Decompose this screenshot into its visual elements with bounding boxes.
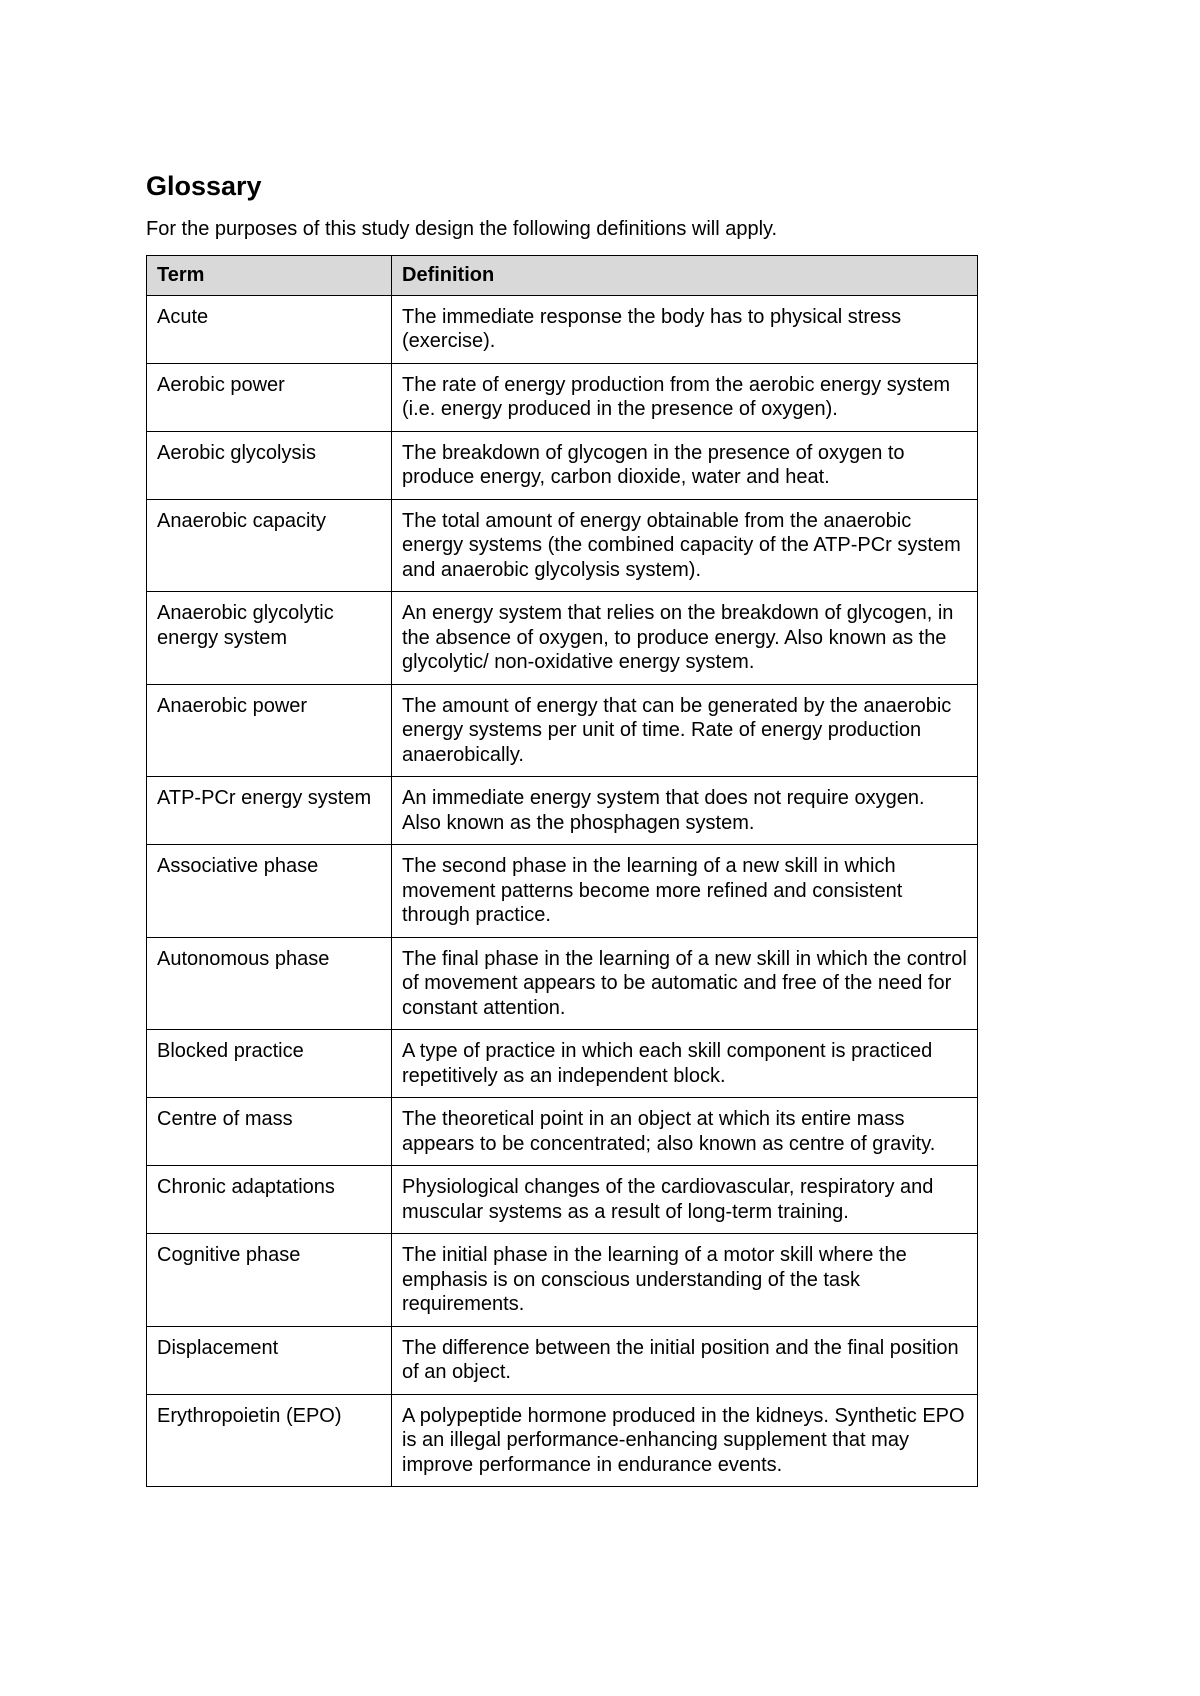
definition-cell: The final phase in the learning of a new skill in which the control of movement appears to be automatic and free of the need for constant attention. [392, 937, 978, 1030]
term-cell: Associative phase [147, 845, 392, 938]
definition-cell: An immediate energy system that does not require oxygen. Also known as the phosphagen system. [392, 777, 978, 845]
table-row [147, 295, 978, 363]
table-row [147, 777, 978, 845]
definition-cell: The breakdown of glycogen in the presence of oxygen to produce energy, carbon dioxide, water and heat. [392, 431, 978, 499]
definition-cell: The amount of energy that can be generated by the anaerobic energy systems per unit of time. Rate of energy production anaerobically. [392, 684, 978, 777]
table-row [147, 1098, 978, 1166]
definition-cell: The rate of energy production from the aerobic energy system (i.e. energy produced in the presence of oxygen). [392, 363, 978, 431]
term-cell: Anaerobic power [147, 684, 392, 777]
term-cell: Anaerobic capacity [147, 499, 392, 592]
definition-cell: The initial phase in the learning of a motor skill where the emphasis is on conscious understanding of the task requirements. [392, 1234, 978, 1327]
term-cell: Blocked practice [147, 1030, 392, 1098]
table-row [147, 1234, 978, 1327]
table-row [147, 592, 978, 685]
term-cell: Aerobic power [147, 363, 392, 431]
definition-cell: The theoretical point in an object at which its entire mass appears to be concentrated; also known as centre of gravity. [392, 1098, 978, 1166]
header-term: Term [147, 256, 392, 296]
definition-cell: A type of practice in which each skill component is practiced repetitively as an independent block. [392, 1030, 978, 1098]
table-row [147, 363, 978, 431]
term-cell: Displacement [147, 1326, 392, 1394]
term-cell: Acute [147, 295, 392, 363]
table-row [147, 937, 978, 1030]
definition-cell: The second phase in the learning of a new skill in which movement patterns become more refined and consistent through practice. [392, 845, 978, 938]
table-row [147, 1030, 978, 1098]
term-cell: Cognitive phase [147, 1234, 392, 1327]
definition-cell: A polypeptide hormone produced in the kidneys. Synthetic EPO is an illegal performance-enhancing supplement that may improve performance in endurance events. [392, 1394, 978, 1487]
definition-cell: Physiological changes of the cardiovascular, respiratory and muscular systems as a result of long-term training. [392, 1166, 978, 1234]
table-row [147, 1326, 978, 1394]
term-cell: ATP-PCr energy system [147, 777, 392, 845]
table-row [147, 1166, 978, 1234]
table-row [147, 845, 978, 938]
term-cell: Aerobic glycolysis [147, 431, 392, 499]
table-row [147, 684, 978, 777]
header-definition: Definition [392, 256, 978, 296]
term-cell: Autonomous phase [147, 937, 392, 1030]
glossary-table [146, 255, 978, 1487]
definition-cell: The total amount of energy obtainable from the anaerobic energy systems (the combined capacity of the ATP-PCr system and anaerobic glycolysis system). [392, 499, 978, 592]
definition-cell: The difference between the initial position and the final position of an object. [392, 1326, 978, 1394]
term-cell: Erythropoietin (EPO) [147, 1394, 392, 1487]
term-cell: Anaerobic glycolytic energy system [147, 592, 392, 685]
glossary-body [147, 295, 978, 1487]
table-row [147, 499, 978, 592]
definition-cell: An energy system that relies on the breakdown of glycogen, in the absence of oxygen, to produce energy. Also known as the glycolytic/ non-oxidative energy system. [392, 592, 978, 685]
table-header-row [147, 256, 978, 296]
intro-text: For the purposes of this study design the following definitions will apply. [146, 218, 778, 240]
document-page [146, 168, 980, 1487]
table-row [147, 1394, 978, 1487]
definition-cell: The immediate response the body has to physical stress (exercise). [392, 295, 978, 363]
term-cell: Centre of mass [147, 1098, 392, 1166]
term-cell: Chronic adaptations [147, 1166, 392, 1234]
page-title: Glossary [146, 171, 262, 201]
table-row [147, 431, 978, 499]
